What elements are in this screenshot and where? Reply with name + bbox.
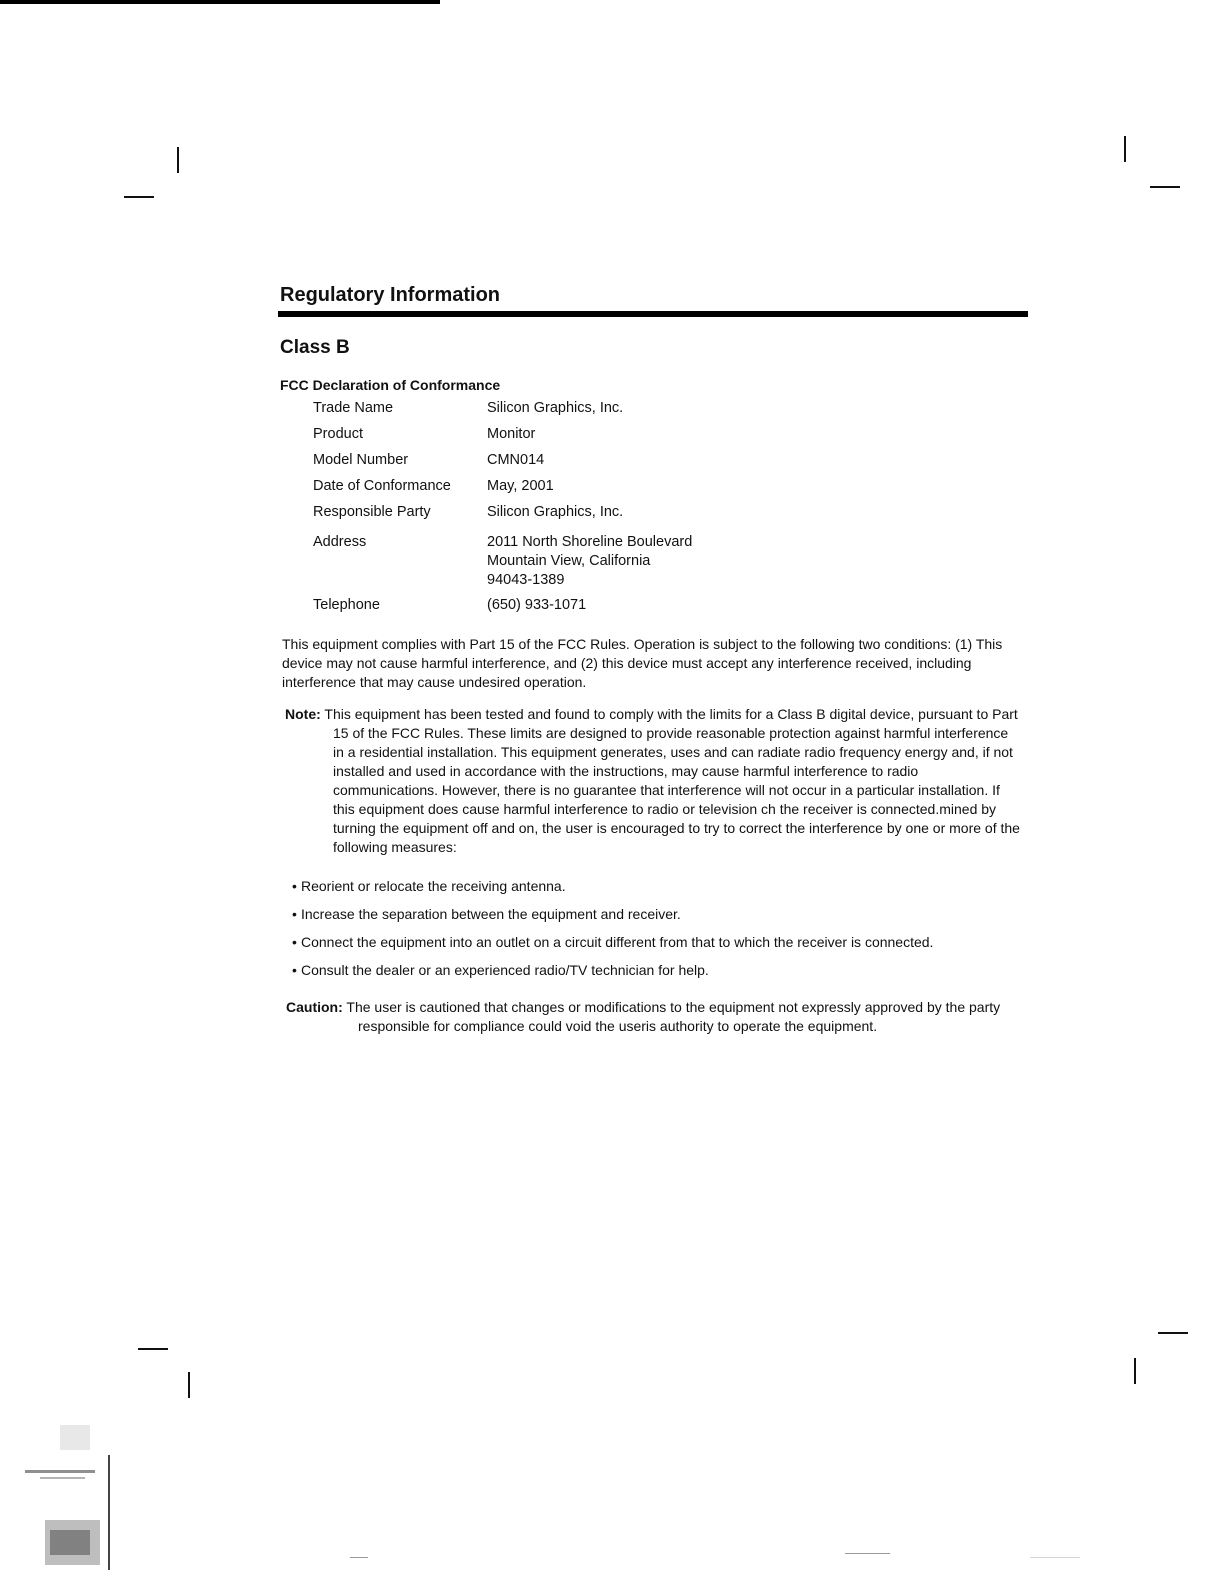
- declaration-table: [313, 399, 692, 622]
- declaration-value: Monitor: [487, 426, 536, 442]
- crop-mark-top-right-vertical: [1124, 136, 1126, 162]
- scan-noise-artifact: [20, 1415, 115, 1575]
- list-item: [292, 933, 933, 961]
- declaration-label: Date of Conformance: [313, 478, 451, 494]
- declaration-value: Silicon Graphics, Inc.: [487, 504, 624, 520]
- crop-mark-bottom-right-vertical: [1134, 1358, 1136, 1384]
- address-value: [487, 529, 692, 596]
- telephone-value: (650) 933-1071: [487, 597, 587, 613]
- address-label: Address: [313, 534, 367, 550]
- crop-mark-bottom-left-horizontal: [138, 1348, 168, 1350]
- address-line: 94043-1389: [487, 572, 565, 588]
- declaration-value: CMN014: [487, 452, 545, 468]
- crop-mark-bottom-left-vertical: [188, 1372, 190, 1398]
- crop-mark-top-right-horizontal: [1150, 186, 1180, 188]
- declaration-row: [313, 451, 692, 477]
- measure-text: Reorient or relocate the receiving antenna.: [301, 878, 566, 894]
- crop-mark-top-left-vertical: [177, 147, 179, 173]
- page-title: Regulatory Information: [280, 284, 501, 306]
- scan-speck: [1030, 1557, 1080, 1558]
- caution-block: [286, 998, 1021, 1036]
- declaration-label: Model Number: [313, 452, 409, 468]
- measure-text: Increase the separation between the equipment and receiver.: [301, 906, 681, 922]
- bullet-icon: •: [292, 878, 297, 894]
- bullet-icon: •: [292, 962, 297, 978]
- scan-speck: [845, 1553, 890, 1554]
- declaration-value: Silicon Graphics, Inc.: [487, 400, 624, 416]
- telephone-label: Telephone: [313, 597, 380, 613]
- address-line: 2011 North Shoreline Boulevard: [487, 534, 693, 550]
- bullet-icon: •: [292, 934, 297, 950]
- note-paragraph: [285, 705, 1020, 857]
- measure-text: Connect the equipment into an outlet on a circuit different from that to which the receiver is connected.: [301, 934, 934, 950]
- declaration-row: [313, 425, 692, 451]
- measures-list: [292, 877, 933, 989]
- declaration-label: Responsible Party: [313, 504, 431, 520]
- caution-lead: Caution:: [286, 999, 343, 1015]
- telephone-row: [313, 596, 692, 622]
- declaration-label: Product: [313, 426, 363, 442]
- compliance-paragraph: This equipment complies with Part 15 of the FCC Rules. Operation is subject to the following two conditions: (1) This device may not cause harmful interference, and (2) this device must accept any interference received, including interference that may cause undesired operation.: [282, 636, 1003, 690]
- header-rule: [278, 311, 1028, 317]
- note-lead: Note:: [285, 706, 321, 722]
- declaration-value: May, 2001: [487, 478, 554, 494]
- note-text: This equipment has been tested and found to comply with the limits for a Class B digital device, pursuant to Part 15 of the FCC Rules. These limits are designed to provide reasonable protection against harmful interference in a residential installation. This equipment generates, uses and can radiate radio frequency energy and, if not installed and used in accordance with the instructions, may cause harmful interference to radio communications. However, there is no guarantee that interference will not occur in a particular installation. If this equipment does cause harmful interference to radio or television ch the receiver is connected.mined by turning the equipment off and on, the user is encouraged to try to correct the interference by one or more of the following measures:: [324, 706, 1020, 855]
- list-item: [292, 877, 933, 905]
- note-block: [285, 705, 1020, 857]
- list-item: [292, 961, 933, 989]
- subsection-title: FCC Declaration of Conformance: [280, 377, 501, 393]
- bullet-icon: •: [292, 906, 297, 922]
- declaration-row: [313, 503, 692, 529]
- scan-top-edge: [0, 0, 440, 4]
- address-line: Mountain View, California: [487, 553, 651, 569]
- address-row: [313, 529, 692, 596]
- section-title: Class B: [280, 337, 350, 358]
- crop-mark-top-left-horizontal: [124, 196, 154, 198]
- caution-text: The user is cautioned that changes or modifications to the equipment not expressly approved by the party responsible for compliance could void the useris authority to operate the equipment.: [346, 999, 1001, 1034]
- measure-text: Consult the dealer or an experienced radio/TV technician for help.: [301, 962, 709, 978]
- declaration-row: [313, 477, 692, 503]
- scan-speck: [350, 1557, 368, 1558]
- caution-paragraph: [286, 998, 1021, 1036]
- declaration-row: [313, 399, 692, 425]
- declaration-label: Trade Name: [313, 400, 394, 416]
- crop-mark-bottom-right-horizontal: [1158, 1332, 1188, 1334]
- list-item: [292, 905, 933, 933]
